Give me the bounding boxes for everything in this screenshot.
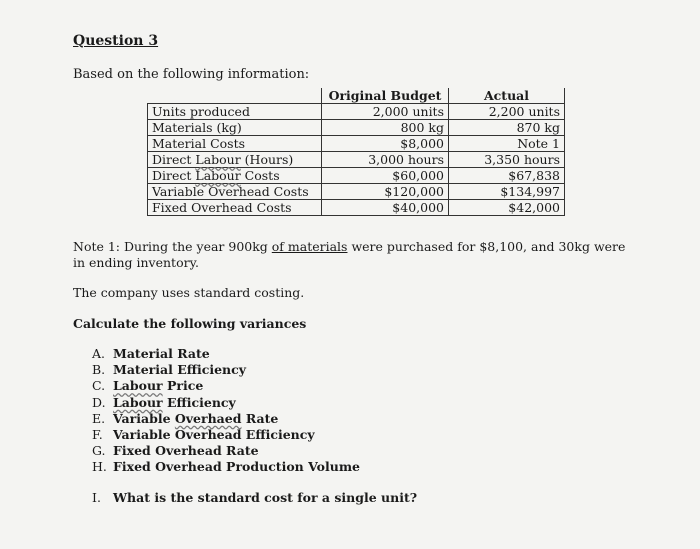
row-actual: Note 1 <box>449 136 565 152</box>
item-pre: Variable <box>113 410 175 426</box>
row-budget: 800 kg <box>322 120 449 136</box>
row-label: Units produced <box>148 104 322 120</box>
item-spell-flagged: Overhaed <box>174 410 242 426</box>
row-actual: 3,350 hours <box>449 152 565 168</box>
question-title: Question 3 <box>73 33 159 49</box>
table-row <box>148 136 565 152</box>
note-text <box>73 239 633 271</box>
label-pre: Direct <box>152 168 196 183</box>
table-row <box>148 120 565 136</box>
label-post: Costs <box>240 168 280 183</box>
table-row <box>148 184 565 200</box>
item-spell-flagged: Labour <box>113 378 163 394</box>
row-label: Materials (kg) <box>148 120 322 136</box>
row-budget: 2,000 units <box>322 104 449 120</box>
row-label: Variable Overhead Costs <box>148 184 322 200</box>
table-header-actual: Actual <box>449 88 565 104</box>
row-label <box>148 168 322 184</box>
row-actual: $134,997 <box>449 184 565 200</box>
table-row <box>148 152 565 168</box>
row-budget: $120,000 <box>322 184 449 200</box>
row-actual: $67,838 <box>449 168 565 184</box>
list-item <box>92 378 360 394</box>
list-item <box>92 459 360 475</box>
intro-text: Based on the following information: <box>73 67 310 82</box>
note-underlined: of materials <box>271 239 348 254</box>
item-letter: G. <box>92 443 106 459</box>
variance-list <box>92 346 360 476</box>
list-item <box>92 411 360 427</box>
final-question <box>92 490 417 505</box>
item-text: Variable Overhead Efficiency <box>113 426 315 442</box>
item-letter: H. <box>92 459 107 475</box>
table-header-empty <box>148 88 322 104</box>
question-letter: I. <box>92 490 101 505</box>
list-item <box>92 395 360 411</box>
list-item <box>92 346 360 362</box>
table-header-budget: Original Budget <box>322 88 449 104</box>
row-label <box>148 152 322 168</box>
item-letter: B. <box>92 362 106 378</box>
row-budget: $60,000 <box>322 168 449 184</box>
calc-heading: Calculate the following variances <box>73 316 307 331</box>
row-label: Fixed Overhead Costs <box>148 200 322 216</box>
row-actual: $42,000 <box>449 200 565 216</box>
table-row <box>148 168 565 184</box>
table-row <box>148 200 565 216</box>
item-letter: D. <box>92 394 106 410</box>
list-item <box>92 362 360 378</box>
item-post: Efficiency <box>162 394 236 410</box>
item-spell-flagged: Labour <box>113 394 163 410</box>
row-budget: $8,000 <box>322 136 449 152</box>
item-text: Fixed Overhead Rate <box>113 443 259 459</box>
list-item <box>92 443 360 459</box>
row-label: Material Costs <box>148 136 322 152</box>
label-pre: Direct <box>152 152 196 167</box>
item-text: Material Efficiency <box>113 362 247 378</box>
list-item <box>92 427 360 443</box>
table-row <box>148 104 565 120</box>
note-post: were purchased for $8,100, and 30kg were in ending inventory. <box>73 239 626 270</box>
budget-table <box>147 88 565 216</box>
item-post: Rate <box>241 410 279 426</box>
item-letter: A. <box>92 346 106 361</box>
item-letter: C. <box>92 378 106 394</box>
company-statement: The company uses standard costing. <box>73 285 305 300</box>
row-actual: 2,200 units <box>449 104 565 120</box>
row-actual: 870 kg <box>449 120 565 136</box>
row-budget: $40,000 <box>322 200 449 216</box>
table-header-row <box>148 88 565 104</box>
item-post: Price <box>162 378 204 394</box>
note-pre: Note 1: During the year 900kg <box>73 239 272 254</box>
item-letter: E. <box>92 410 106 426</box>
label-spell-flagged: Labour <box>195 168 241 183</box>
label-spell-flagged: Labour <box>195 152 241 167</box>
item-text: Fixed Overhead Production Volume <box>113 459 361 475</box>
item-letter: F. <box>92 426 103 442</box>
item-text: Material Rate <box>113 346 210 361</box>
question-text: What is the standard cost for a single unit? <box>113 490 418 505</box>
label-post: (Hours) <box>240 152 294 167</box>
row-budget: 3,000 hours <box>322 152 449 168</box>
